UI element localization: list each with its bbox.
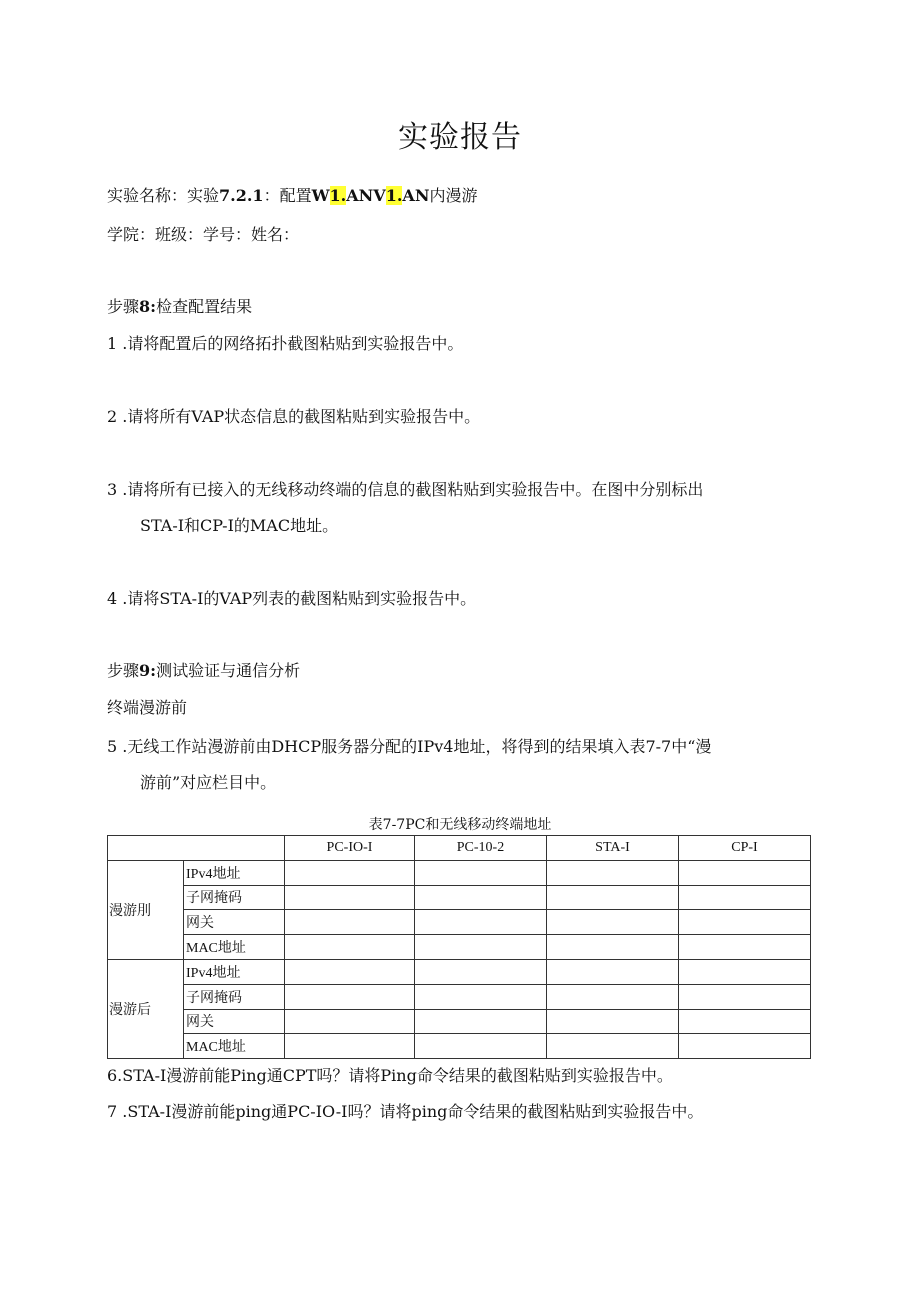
item-3: 3 .请将所有已接入的无线移动终端的信息的截图粘贴到实验报告中。在图中分别标出 xyxy=(107,480,704,499)
table-cell xyxy=(285,860,415,885)
table-cell xyxy=(679,935,811,960)
table-row xyxy=(108,935,811,960)
table-cell xyxy=(285,984,415,1009)
item-3-continued: STA-I和CP-I的MAC地址。 xyxy=(140,516,339,535)
table-cell xyxy=(415,1034,547,1059)
table-row xyxy=(108,910,811,935)
column-header: CP-I xyxy=(679,836,811,861)
student-info-line: 学院：班级：学号：姓名： xyxy=(107,225,300,244)
step8-number: 8: xyxy=(139,297,157,316)
step9-prefix: 步骤 xyxy=(107,661,140,680)
table-cell xyxy=(285,959,415,984)
table-row xyxy=(108,959,811,984)
table-cell xyxy=(547,935,679,960)
table-cell xyxy=(415,959,547,984)
column-header: STA-I xyxy=(547,836,679,861)
table-cell xyxy=(679,860,811,885)
table-cell xyxy=(679,1009,811,1034)
highlight-mark: 1. xyxy=(385,186,403,205)
item-5-continued: 游前”对应栏目中。 xyxy=(140,773,277,792)
experiment-name-part: ANV xyxy=(346,186,386,205)
table-cell xyxy=(285,910,415,935)
item-5: 5 .无线工作站漫游前由DHCP服务器分配的IPv4地址，将得到的结果填入表7-7中“漫 xyxy=(107,737,712,756)
row-label: 网关 xyxy=(184,910,285,935)
table-row xyxy=(108,860,811,885)
table-cell xyxy=(415,860,547,885)
table-cell xyxy=(547,910,679,935)
column-header: PC-IO-I xyxy=(285,836,415,861)
table-cell xyxy=(547,1034,679,1059)
experiment-name-part: W xyxy=(311,186,330,205)
step8-prefix: 步骤 xyxy=(107,297,140,316)
row-label: MAC地址 xyxy=(184,935,285,960)
table-cell xyxy=(285,935,415,960)
table-row xyxy=(108,984,811,1009)
experiment-sep: ：配置 xyxy=(263,186,312,205)
table-row xyxy=(108,1034,811,1059)
step8-text: 检查配置结果 xyxy=(156,297,253,316)
experiment-name-tail: 内漫游 xyxy=(429,186,478,205)
item-1: 1 .请将配置后的网络拓扑截图粘贴到实验报告中。 xyxy=(107,334,464,353)
item-4: 4 .请将STA-I的VAP列表的截图粘贴到实验报告中。 xyxy=(107,589,477,608)
table-cell xyxy=(415,885,547,910)
item-7: 7 .STA-I漫游前能ping通PC-IO-I吗？请将ping命令结果的截图粘贴到实验报告中。 xyxy=(107,1102,704,1121)
table-cell xyxy=(547,984,679,1009)
item-6: 6.STA-I漫游前能Ping通CPT吗？请将Ping命令结果的截图粘贴到实验报告中。 xyxy=(107,1066,673,1085)
experiment-label: 实验名称：实验 xyxy=(107,186,220,205)
table-cell xyxy=(415,910,547,935)
highlight-mark: 1. xyxy=(329,186,347,205)
step8-heading xyxy=(107,296,252,318)
table-row xyxy=(108,1009,811,1034)
step9-text: 测试验证与通信分析 xyxy=(156,661,301,680)
item-2: 2 .请将所有VAP状态信息的截图粘贴到实验报告中。 xyxy=(107,407,481,426)
row-label: 子网掩码 xyxy=(184,885,285,910)
experiment-name-line xyxy=(107,185,477,207)
table-corner-cell xyxy=(108,836,285,861)
experiment-name-part: AN xyxy=(402,186,430,205)
table-row xyxy=(108,885,811,910)
column-header: PC-10-2 xyxy=(415,836,547,861)
row-label: IPv4地址 xyxy=(184,959,285,984)
table-cell xyxy=(415,1009,547,1034)
table-caption: 表7-7PC和无线移动终端地址 xyxy=(368,817,552,833)
table-header-row xyxy=(108,836,811,861)
table-cell xyxy=(285,885,415,910)
table-cell xyxy=(679,959,811,984)
table-cell xyxy=(679,984,811,1009)
table-cell xyxy=(679,1034,811,1059)
table-cell xyxy=(679,885,811,910)
experiment-number: 7.2.1 xyxy=(219,186,264,205)
table-cell xyxy=(547,860,679,885)
table-cell xyxy=(547,1009,679,1034)
table-cell xyxy=(679,910,811,935)
table-cell xyxy=(547,885,679,910)
row-label: MAC地址 xyxy=(184,1034,285,1059)
page-title: 实验报告 xyxy=(398,120,522,155)
table-cell xyxy=(285,1034,415,1059)
table-cell xyxy=(285,1009,415,1034)
group-label: 漫游刖 xyxy=(108,860,184,959)
row-label: 网关 xyxy=(184,1009,285,1034)
row-label: 子网掩码 xyxy=(184,984,285,1009)
table-cell xyxy=(547,959,679,984)
group-label: 漫游后 xyxy=(108,959,184,1058)
before-roaming-heading: 终端漫游前 xyxy=(107,698,188,717)
step9-heading xyxy=(107,660,300,682)
table-cell xyxy=(415,984,547,1009)
row-label: IPv4地址 xyxy=(184,860,285,885)
address-table xyxy=(107,835,811,1059)
table-cell xyxy=(415,935,547,960)
step9-number: 9: xyxy=(139,661,157,680)
